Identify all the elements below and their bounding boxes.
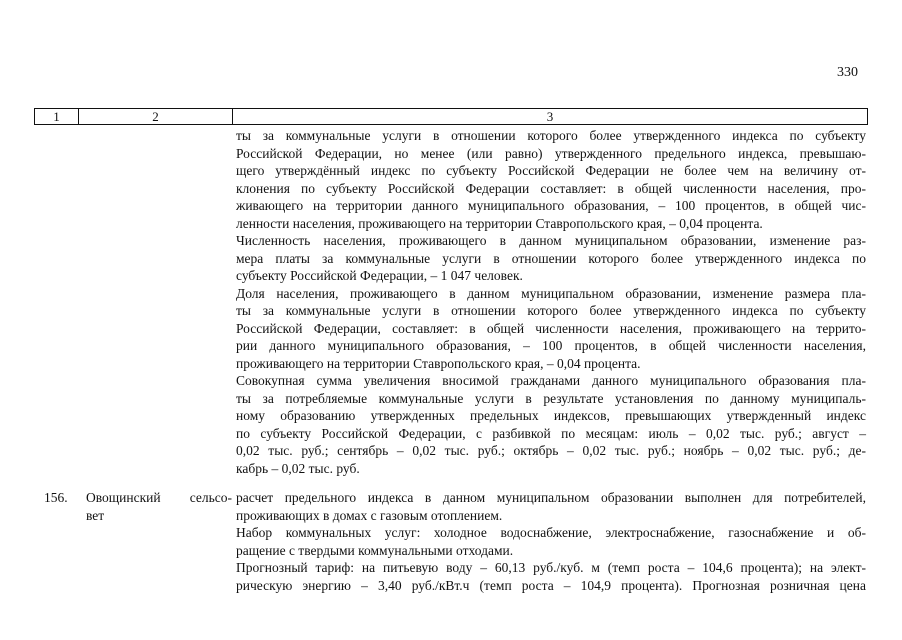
text-line: ному образованию утвержденных предельных индексов, превышающих утвержденный индекс xyxy=(236,408,866,423)
paragraph-monthly-sum xyxy=(236,372,866,477)
text-line: щего утверждённый индекс по субъекту Российской Федерации не более чем на величину от- xyxy=(236,163,866,178)
municipality-name-line: вет xyxy=(86,507,105,523)
text-line: ты за коммунальные услуги в отношении которого более утвержденного индекса по субъекту xyxy=(236,128,866,143)
paragraph-population-share xyxy=(236,285,866,373)
entry-description xyxy=(236,489,866,594)
column-header-1: 1 xyxy=(35,109,79,124)
text-line: по субъекту Российской Федерации, с разбивкой по месяцам: июль – 0,02 тыс. руб.; август – xyxy=(236,425,866,441)
page-number: 330 xyxy=(837,65,858,80)
text-line: мера платы за коммунальные услуги в отношении которого более утвержденного индекса по xyxy=(236,250,866,266)
text-line: проживающего на территории Ставропольского края, – 0,04 процента. xyxy=(236,355,641,371)
text-line: ты за потребляемые коммунальные услуги в результате установления по данному муниципаль- xyxy=(236,390,866,406)
municipality-name-line: Овощинский сельсо- xyxy=(86,490,232,505)
text-line: живающего на территории данного муниципального образования, – 100 процентов, в общей чис- xyxy=(236,198,866,213)
text-line: Российской Федерации, составляет: в общей численности населения, проживающего на террито- xyxy=(236,320,866,336)
text-line: клонения по субъекту Российской Федерации составляет: в общей численности населения, про- xyxy=(236,180,866,196)
paragraph-index-calculation xyxy=(236,489,866,524)
text-line: 0,02 тыс. руб.; сентябрь – 0,02 тыс. руб.; октябрь – 0,02 тыс. руб.; ноябрь – 0,02 тыс. руб.; де- xyxy=(236,443,866,458)
paragraph-population-count xyxy=(236,232,866,285)
paragraph-percent-share xyxy=(236,127,866,232)
text-line: Совокупная сумма увеличения вносимой гражданами данного муниципального образования пла- xyxy=(236,373,866,388)
paragraph-forecast-tariff xyxy=(236,559,866,594)
text-line: рическую энергию – 3,40 руб./кВт.ч (темп роста – 104,9 процента). Прогнозная розничная цена xyxy=(236,577,866,593)
text-line: проживающих в домах с газовым отоплением. xyxy=(236,507,503,523)
text-line: ленности населения, проживающего на территории Ставропольского края, – 0,04 процента. xyxy=(236,215,763,231)
continued-text-block xyxy=(236,127,866,477)
row-number: 156. xyxy=(44,490,68,505)
text-line: рии данного муниципального образования, – 100 процентов, в общей численности населения, xyxy=(236,338,866,353)
text-line: Российской Федерации, но менее (или равно) утвержденного предельного индекса, превышаю- xyxy=(236,145,866,161)
text-line: ты за коммунальные услуги в отношении которого более утвержденного индекса по субъекту xyxy=(236,303,866,318)
text-line: Прогнозный тариф: на питьевую воду – 60,13 руб./куб. м (темп роста – 104,6 процента); на элект- xyxy=(236,560,866,575)
text-line: расчет предельного индекса в данном муниципальном образовании выполнен для потребителей, xyxy=(236,490,866,505)
text-line: субъекту Российской Федерации, – 1 047 человек. xyxy=(236,268,523,283)
text-line: Набор коммунальных услуг: холодное водоснабжение, электроснабжение, газоснабжение и об- xyxy=(236,525,866,540)
table-column-header xyxy=(34,108,868,125)
text-line: кабрь – 0,02 тыс. руб. xyxy=(236,460,360,476)
column-header-3: 3 xyxy=(546,109,554,124)
municipality-name xyxy=(86,489,232,524)
column-header-2: 2 xyxy=(79,109,233,124)
text-line: ращение с твердыми коммунальными отходами. xyxy=(236,542,514,558)
text-line: Доля населения, проживающего в данном муниципальном образовании, изменение размера пла- xyxy=(236,285,866,301)
paragraph-services-set xyxy=(236,524,866,559)
text-line: Численность населения, проживающего в данном муниципальном образовании, изменение раз- xyxy=(236,233,866,248)
